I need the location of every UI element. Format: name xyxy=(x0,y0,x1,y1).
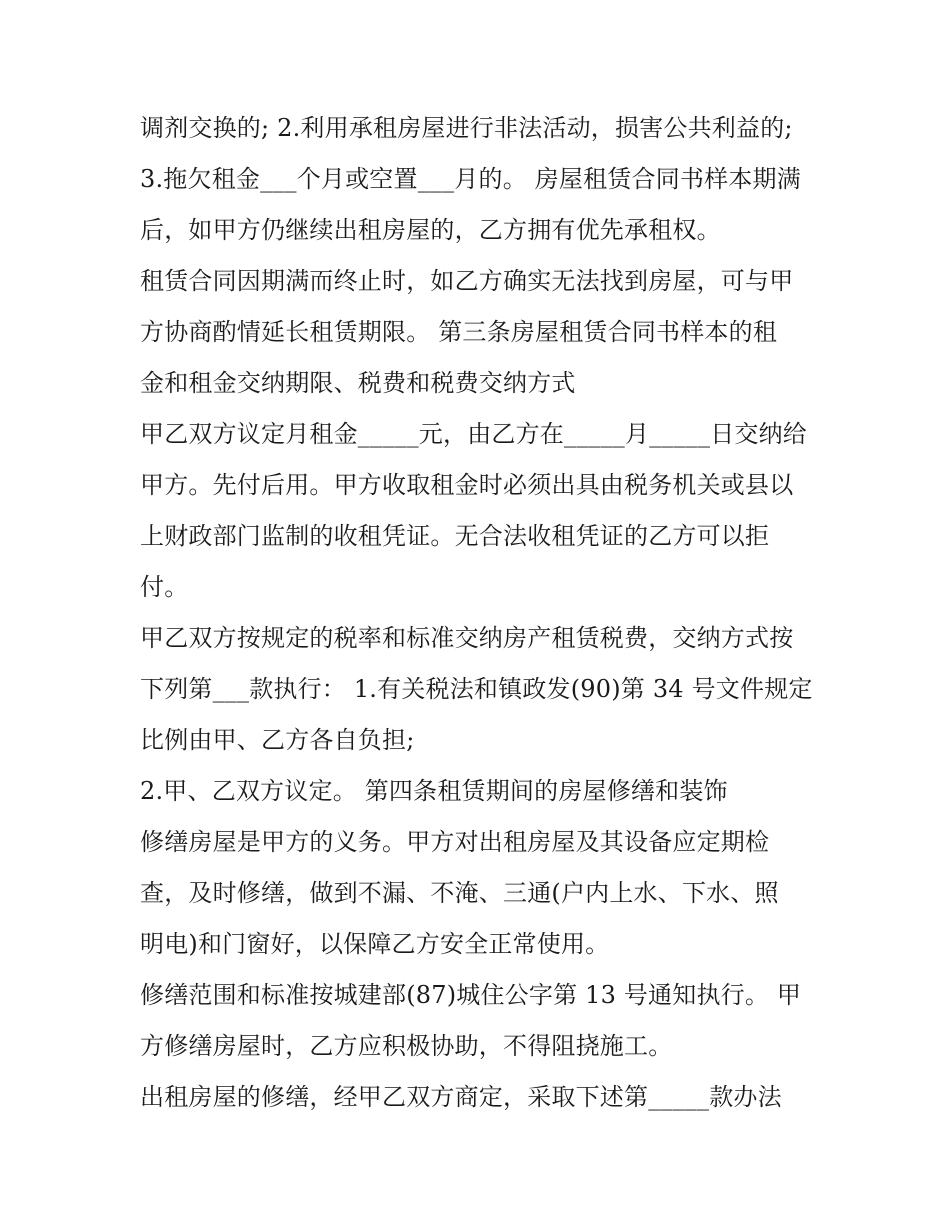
text-line: 下列第___款执行： 1.有关税法和镇政发(90)第 34 号文件规定 xyxy=(140,675,813,703)
text-line: 上财政部门监制的收租凭证。无合法收租凭证的乙方可以拒 xyxy=(140,522,770,550)
text-line: 3.拖欠租金___个月或空置___月的。 房屋租赁合同书样本期满 xyxy=(140,165,801,193)
text-line: 2.甲、乙双方议定。 第四条租赁期间的房屋修缮和装饰 xyxy=(140,777,728,805)
contract-text-body xyxy=(140,103,830,1123)
text-line: 付。 xyxy=(140,573,189,601)
text-line: 租赁合同因期满而终止时，如乙方确实无法找到房屋，可与甲 xyxy=(140,267,794,295)
text-line: 方协商酌情延长租赁期限。 第三条房屋租赁合同书样本的租 xyxy=(140,318,778,346)
text-line: 甲方。先付后用。甲方收取租金时必须出具由税务机关或县以 xyxy=(140,471,794,499)
text-line: 金和租金交纳期限、税费和税费交纳方式 xyxy=(140,369,576,397)
text-line: 调剂交换的; 2.利用承租房屋进行非法活动，损害公共利益的; xyxy=(140,114,793,142)
text-line: 甲乙双方议定月租金_____元，由乙方在_____月_____日交纳给 xyxy=(140,420,807,448)
text-line: 方修缮房屋时，乙方应积极协助，不得阻挠施工。 xyxy=(140,1032,673,1060)
text-line: 明电)和门窗好，以保障乙方安全正常使用。 xyxy=(140,930,610,958)
text-line: 比例由甲、乙方各自负担; xyxy=(140,726,415,754)
text-line: 修缮范围和标准按城建部(87)城住公字第 13 号通知执行。 甲 xyxy=(140,981,802,1009)
text-line: 查，及时修缮，做到不漏、不淹、三通(户内上水、下水、照 xyxy=(140,879,779,907)
text-line: 甲乙双方按规定的税率和标准交纳房产租赁税费，交纳方式按 xyxy=(140,624,794,652)
text-line: 出租房屋的修缮，经甲乙双方商定，采取下述第_____款办法 xyxy=(140,1083,782,1111)
text-line: 后，如甲方仍继续出租房屋的，乙方拥有优先承租权。 xyxy=(140,216,721,244)
text-line: 修缮房屋是甲方的义务。甲方对出租房屋及其设备应定期检 xyxy=(140,828,770,856)
